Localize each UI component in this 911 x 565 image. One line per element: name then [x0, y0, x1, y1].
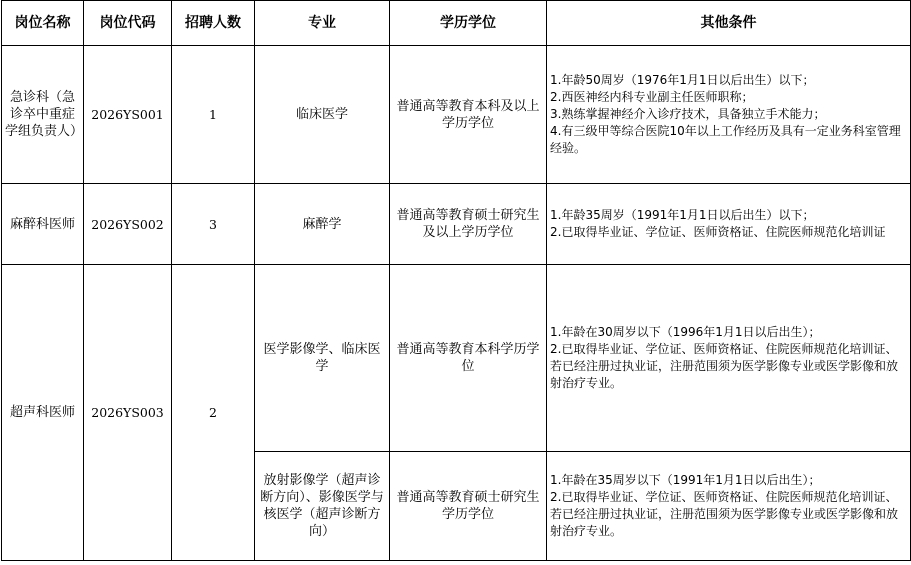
header-education: 学历学位 [390, 1, 547, 46]
condition-line: 2.已取得毕业证、学位证、医师资格证、住院医师规范化培训证 [550, 225, 886, 239]
conditions-cell [547, 265, 911, 452]
condition-line: 3.熟练掌握神经介入诊疗技术，具备独立手术能力； [550, 107, 826, 121]
table-row [2, 46, 911, 184]
header-post-code: 岗位代码 [84, 1, 172, 46]
conditions-cell [547, 46, 911, 184]
major-cell: 麻醉学 [255, 184, 390, 265]
condition-line: 1.年龄在30周岁以下（1996年1月1日以后出生）； [550, 325, 821, 339]
post-code-cell: 2026YS001 [84, 46, 172, 184]
condition-line: 2.已取得毕业证、学位证、医师资格证、住院医师规范化培训证、若已经注册过执业证，注册范围须为医学影像专业或医学影像和放射治疗专业。 [550, 490, 899, 538]
count-cell: 2 [172, 265, 255, 561]
post-code-cell: 2026YS003 [84, 265, 172, 561]
post-name-cell: 超声科医师 [2, 265, 84, 561]
header-other: 其他条件 [547, 1, 911, 46]
major-cell: 临床医学 [255, 46, 390, 184]
condition-line: 2.已取得毕业证、学位证、医师资格证、住院医师规范化培训证、若已经注册过执业证，注册范围须为医学影像专业或医学影像和放射治疗专业。 [550, 342, 899, 390]
education-cell: 普通高等教育硕士研究生及以上学历学位 [390, 184, 547, 265]
condition-line: 4.有三级甲等综合医院10年以上工作经历及具有一定业务科室管理经验。 [550, 124, 901, 155]
conditions-cell [547, 184, 911, 265]
condition-line: 1.年龄35周岁（1991年1月1日以后出生）以下； [550, 208, 815, 222]
conditions-cell [547, 452, 911, 561]
table-row [2, 184, 911, 265]
education-cell: 普通高等教育硕士研究生学历学位 [390, 452, 547, 561]
header-row [2, 1, 911, 46]
post-name-cell: 急诊科（急诊卒中重症学组负责人） [2, 46, 84, 184]
major-cell: 放射影像学（超声诊断方向）、影像医学与核医学（超声诊断方向） [255, 452, 390, 561]
condition-line: 1.年龄50周岁（1976年1月1日以后出生）以下； [550, 73, 815, 87]
header-post-name: 岗位名称 [2, 1, 84, 46]
condition-line: 1.年龄在35周岁以下（1991年1月1日以后出生）； [550, 473, 821, 487]
condition-line: 2.西医神经内科专业副主任医师职称； [550, 90, 754, 104]
post-name-cell: 麻醉科医师 [2, 184, 84, 265]
major-cell: 医学影像学、临床医学 [255, 265, 390, 452]
table-row [2, 265, 911, 452]
education-cell: 普通高等教育本科学历学位 [390, 265, 547, 452]
post-code-cell: 2026YS002 [84, 184, 172, 265]
header-count: 招聘人数 [172, 1, 255, 46]
count-cell: 3 [172, 184, 255, 265]
header-major: 专业 [255, 1, 390, 46]
count-cell: 1 [172, 46, 255, 184]
recruitment-table [1, 0, 911, 561]
education-cell: 普通高等教育本科及以上学历学位 [390, 46, 547, 184]
